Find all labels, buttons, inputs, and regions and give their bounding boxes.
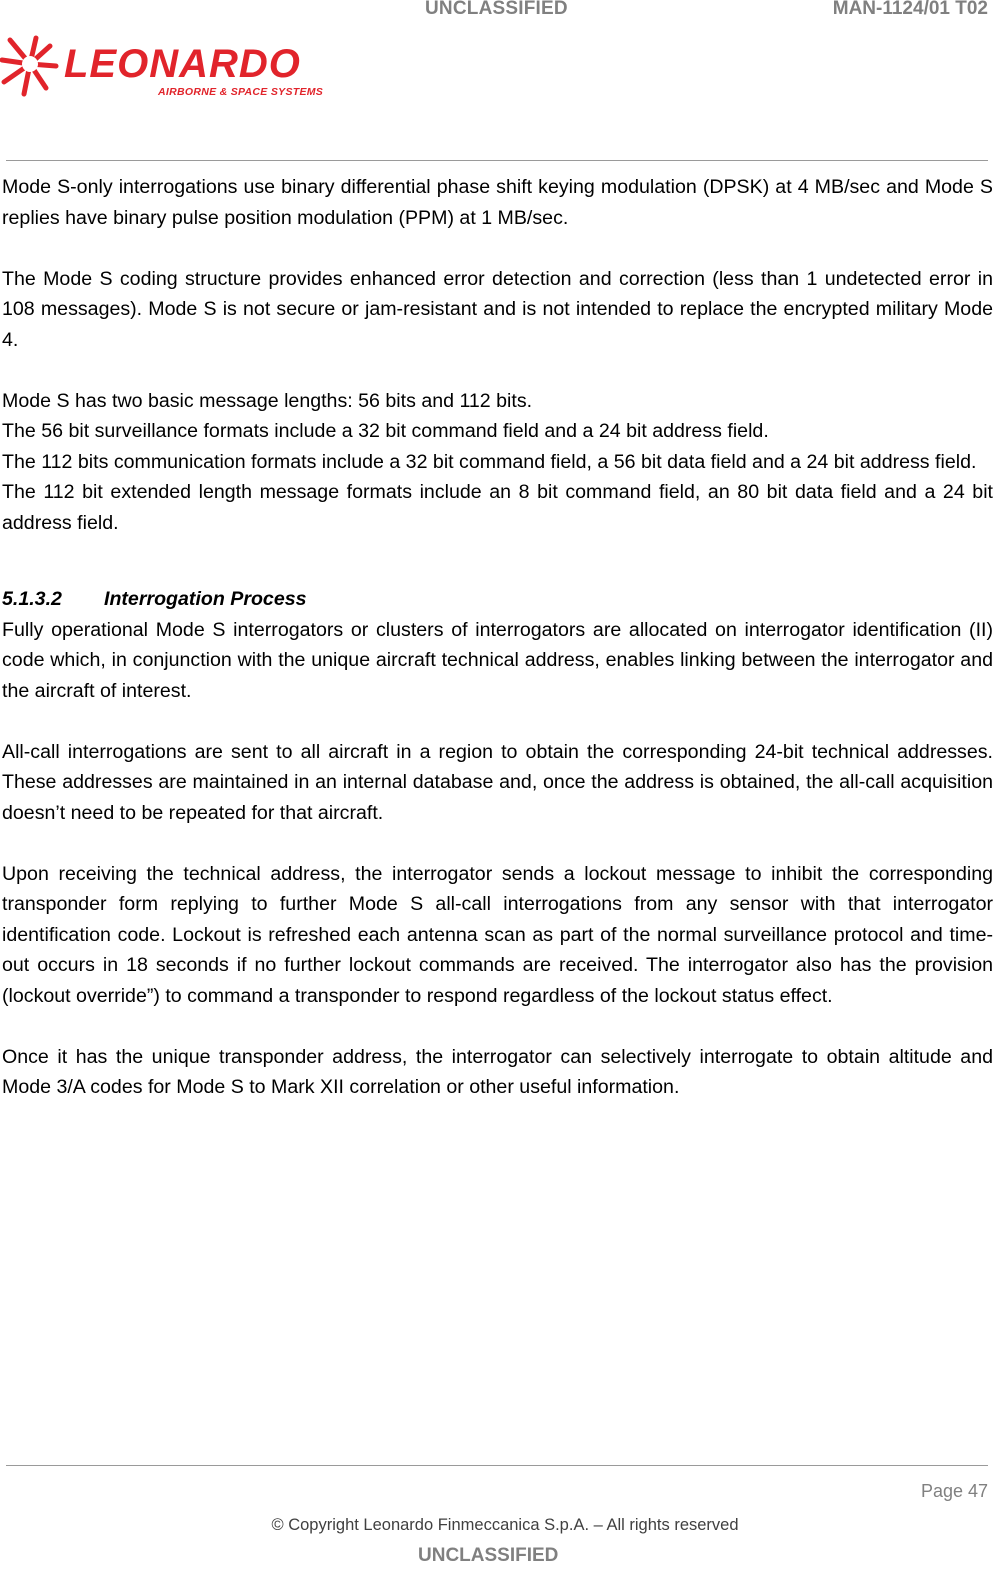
footer-classification: UNCLASSIFIED bbox=[418, 1545, 559, 1566]
paragraph-dpsk: Mode S-only interrogations use binary differential phase shift keying modulation (DPSK) at 4 MB/sec and Mode S replies have binary pulse position modulation (PPM) at 1 MB/sec. bbox=[2, 176, 993, 229]
message-lengths-line: Mode S has two basic message lengths: 56 bits and 112 bits. bbox=[2, 389, 533, 412]
paragraph-interrogator-identification: Fully operational Mode S interrogators or clusters of interrogators are allocated on interrogator identification (II) code which, in conjunction with the unique aircraft technical address, enables linking between the interrogator and the aircraft of interest. bbox=[2, 618, 993, 702]
header-classification: UNCLASSIFIED bbox=[425, 0, 568, 19]
document-number: MAN-1124/01 T02 bbox=[832, 0, 988, 19]
message-lengths-line: The 112 bit extended length message formats include an 8 bit command field, an 80 bit data field and a 24 bit address field. bbox=[2, 481, 993, 534]
logo-subtitle: AIRBORNE & SPACE SYSTEMS bbox=[158, 86, 324, 98]
message-lengths-line: The 112 bits communication formats include a 32 bit command field, a 56 bit data field and a 24 bit address field. bbox=[2, 450, 977, 473]
paragraph-lockout: Upon receiving the technical address, the interrogator sends a lockout message to inhibit the corresponding transponder form replying to further Mode S all-call interrogations from any sensor with that interrogator identification code. Lockout is refreshed each antenna scan as part of the normal surveillance protocol and time-out occurs in 18 seconds if no further lockout commands are received. The interrogator also has the provision (lockout override”) to command a transponder to respond regardless of the lockout status effect. bbox=[2, 862, 993, 1007]
paragraph-selective-interrogation: Once it has the unique transponder address, the interrogator can selectively interrogate to obtain altitude and Mode 3/A codes for Mode S to Mark XII correlation or other useful information. bbox=[2, 1045, 993, 1098]
copyright-notice: © Copyright Leonardo Finmeccanica S.p.A. – All rights reserved bbox=[271, 1516, 739, 1534]
leonardo-star-burst-icon bbox=[0, 32, 62, 98]
header-divider bbox=[6, 160, 988, 161]
section-title: Interrogation Process bbox=[104, 588, 307, 610]
paragraph-coding-structure: The Mode S coding structure provides enhanced error detection and correction (less than 1 undetected error in 108 messages). Mode S is not secure or jam-resistant and is not intended to replace the encrypted military Mode 4. bbox=[2, 267, 993, 351]
footer-divider bbox=[6, 1465, 988, 1466]
section-number: 5.1.3.2 bbox=[2, 588, 62, 610]
message-lengths-line: The 56 bit surveillance formats include a 32 bit command field and a 24 bit address field. bbox=[2, 420, 769, 442]
leonardo-logo bbox=[0, 30, 330, 100]
document-body bbox=[2, 172, 993, 1103]
section-heading bbox=[2, 584, 993, 615]
paragraph-all-call: All-call interrogations are sent to all aircraft in a region to obtain the corresponding 24-bit technical addresses. These addresses are maintained in an internal database and, once the address is obtained, the all-call acquisition doesn’t need to be repeated for that aircraft. bbox=[2, 740, 993, 824]
logo-wordmark: LEONARDO bbox=[64, 42, 301, 86]
page-number: Page 47 bbox=[920, 1481, 988, 1501]
